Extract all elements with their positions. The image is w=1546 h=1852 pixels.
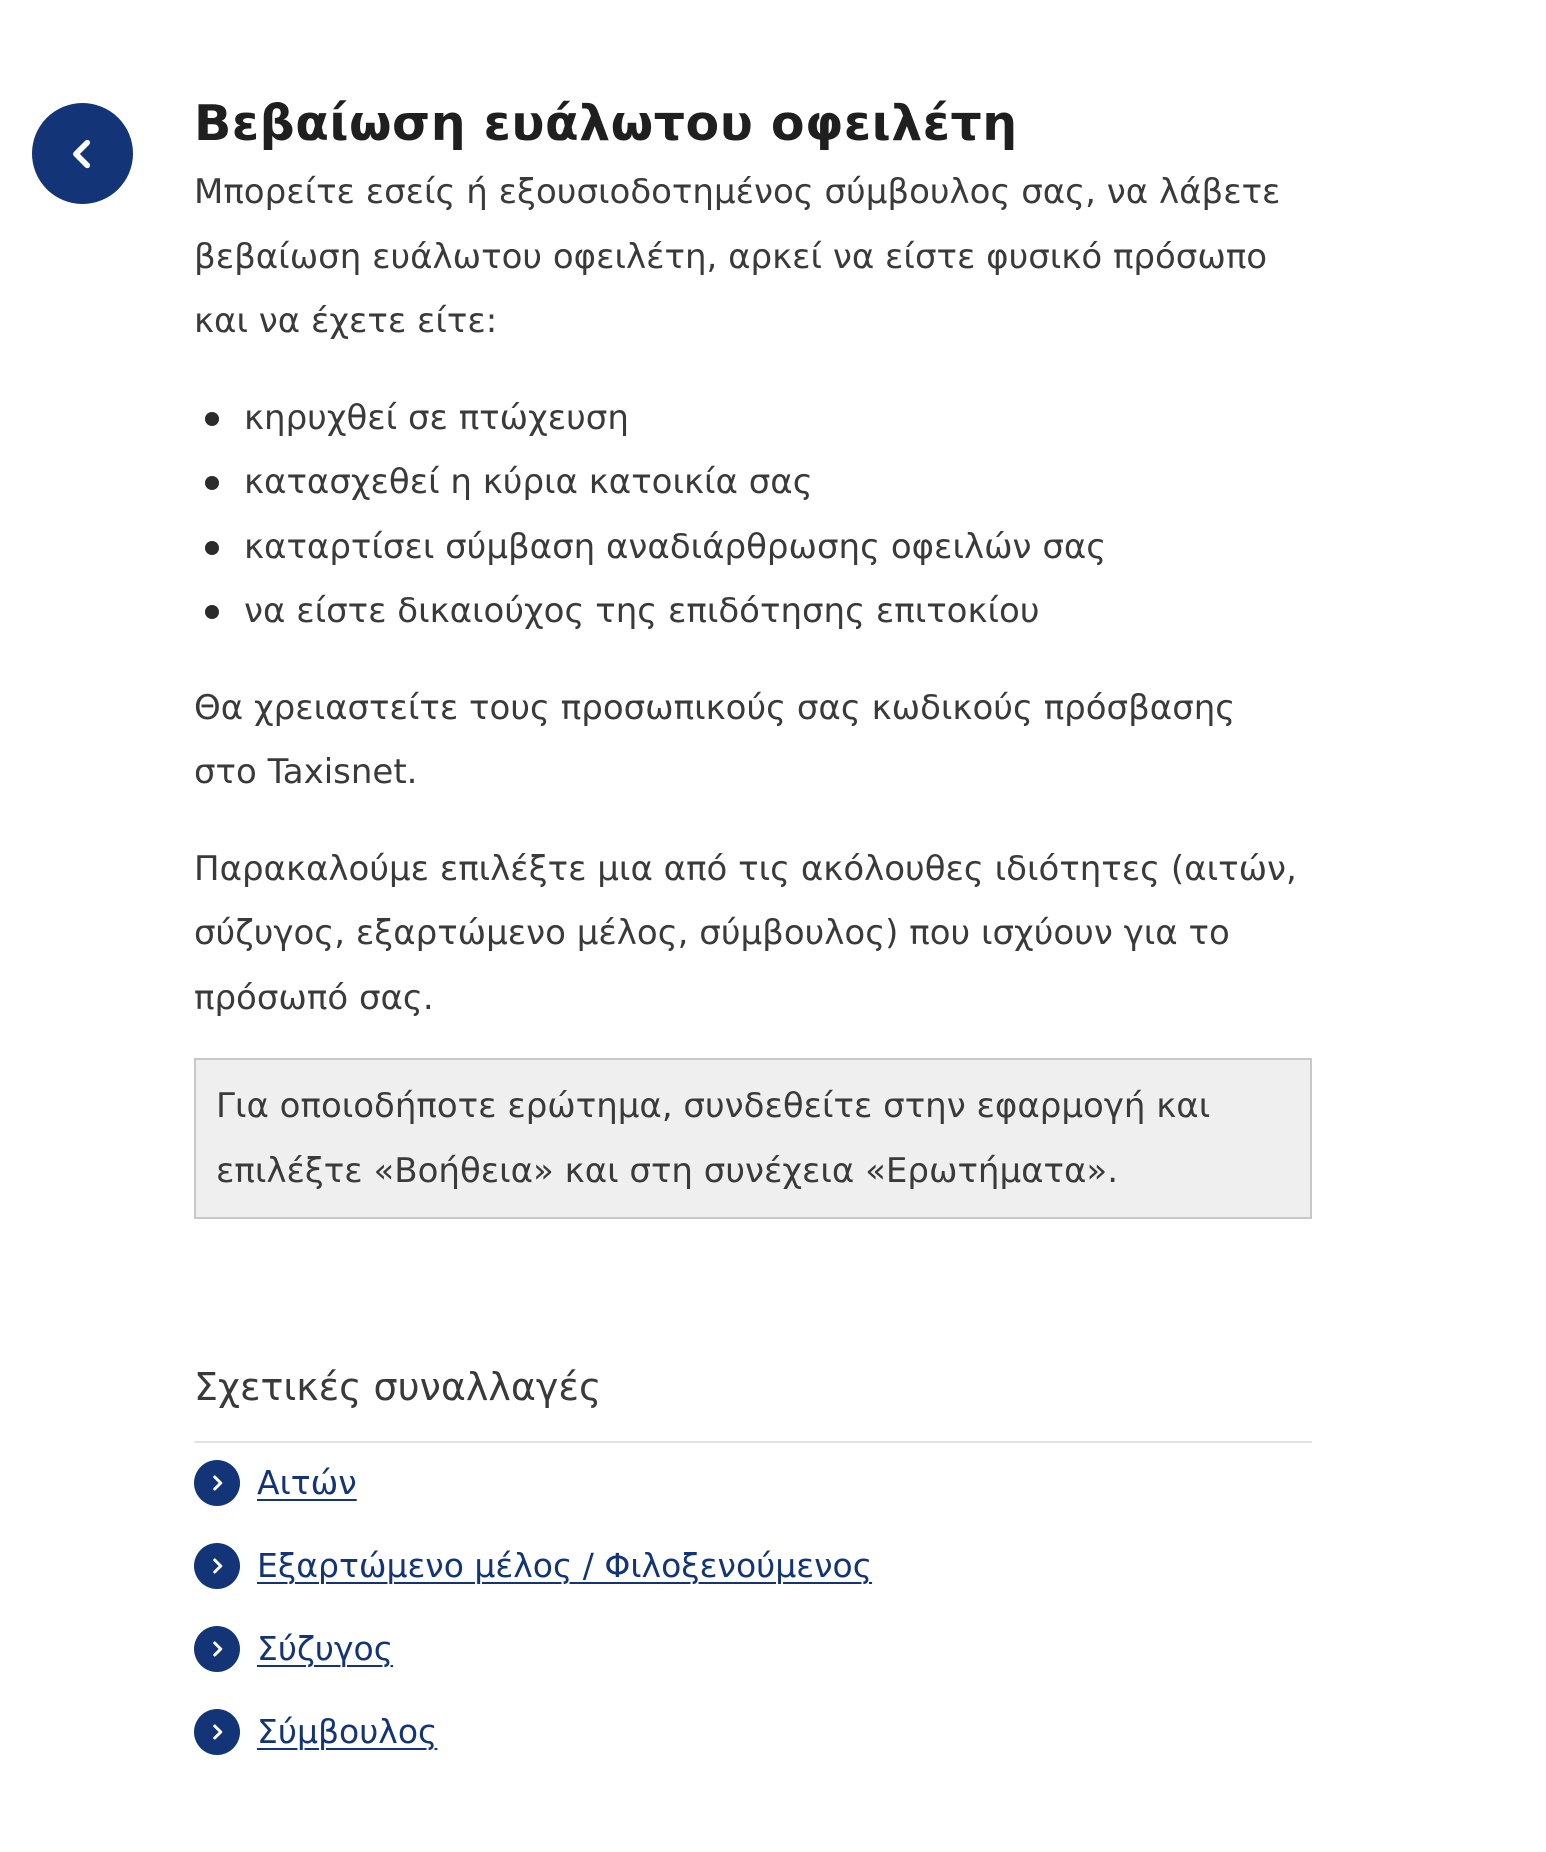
chevron-right-icon — [194, 1460, 240, 1506]
select-line: σύζυγος, εξαρτώμενο μέλος, σύμβουλος) που ισχύουν για το — [194, 913, 1230, 953]
related-link-applicant[interactable]: Αιτών — [257, 1463, 357, 1502]
list-item-text: κατασχεθεί η κύρια κατοικία σας — [244, 462, 813, 502]
bullet-icon — [205, 541, 219, 555]
main-content — [194, 88, 1312, 1789]
related-transactions-list — [194, 1457, 1312, 1758]
related-item-dependent[interactable] — [194, 1540, 1312, 1592]
list-item-text: κηρυχθεί σε πτώχευση — [244, 397, 629, 438]
list-item — [194, 515, 1312, 580]
credentials-line: Θα χρειαστείτε τους προσωπικούς σας κωδικούς πρόσβασης — [194, 687, 1236, 728]
help-notice — [194, 1058, 1312, 1219]
related-link-dependent[interactable]: Εξαρτώμενο μέλος / Φιλοξενούμενος — [257, 1546, 873, 1585]
list-item-text: να είστε δικαιούχος της επιδότησης επιτοκίου — [244, 591, 1040, 631]
related-link-spouse[interactable]: Σύζυγος — [257, 1629, 394, 1668]
bullet-icon — [205, 476, 219, 490]
select-paragraph — [194, 837, 1312, 1031]
page-title: Βεβαίωση ευάλωτου οφειλέτη — [194, 95, 1018, 152]
related-transactions-title: Σχετικές συναλλαγές — [194, 1365, 602, 1409]
select-line: πρόσωπό σας. — [194, 977, 434, 1018]
eligibility-list — [194, 386, 1312, 644]
intro-paragraph — [194, 160, 1312, 354]
related-link-advisor[interactable]: Σύμβουλος — [257, 1712, 438, 1751]
chevron-right-icon — [194, 1543, 240, 1589]
related-item-spouse[interactable] — [194, 1623, 1312, 1675]
related-item-advisor[interactable] — [194, 1706, 1312, 1758]
notice-line: Για οποιοδήποτε ερώτημα, συνδεθείτε στην εφαρμογή και — [216, 1086, 1211, 1126]
intro-line: και να έχετε είτε: — [194, 301, 498, 341]
divider — [194, 1441, 1312, 1443]
related-item-applicant[interactable] — [194, 1457, 1312, 1509]
chevron-right-icon — [194, 1626, 240, 1672]
list-item — [194, 450, 1312, 515]
list-item — [194, 579, 1312, 644]
intro-line: Μπορείτε εσείς ή εξουσιοδοτημένος σύμβουλος σας, να λάβετε — [194, 172, 1281, 212]
list-item-text: καταρτίσει σύμβαση αναδιάρθρωσης οφειλών σας — [244, 526, 1107, 567]
list-item — [194, 386, 1312, 451]
bullet-icon — [205, 412, 219, 426]
credentials-line: στο Taxisnet. — [194, 752, 418, 792]
intro-line: βεβαίωση ευάλωτου οφειλέτη, αρκεί να είστε φυσικό πρόσωπο — [194, 236, 1268, 277]
notice-line: επιλέξτε «Βοήθεια» και στη συνέχεια «Ερωτήματα». — [216, 1150, 1119, 1191]
select-line: Παρακαλούμε επιλέξτε μια από τις ακόλουθες ιδιότητες (αιτών, — [194, 848, 1297, 889]
chevron-right-icon — [194, 1709, 240, 1755]
bullet-icon — [205, 605, 219, 619]
back-button[interactable] — [32, 103, 133, 204]
chevron-left-icon — [66, 137, 100, 171]
credentials-paragraph — [194, 676, 1312, 805]
